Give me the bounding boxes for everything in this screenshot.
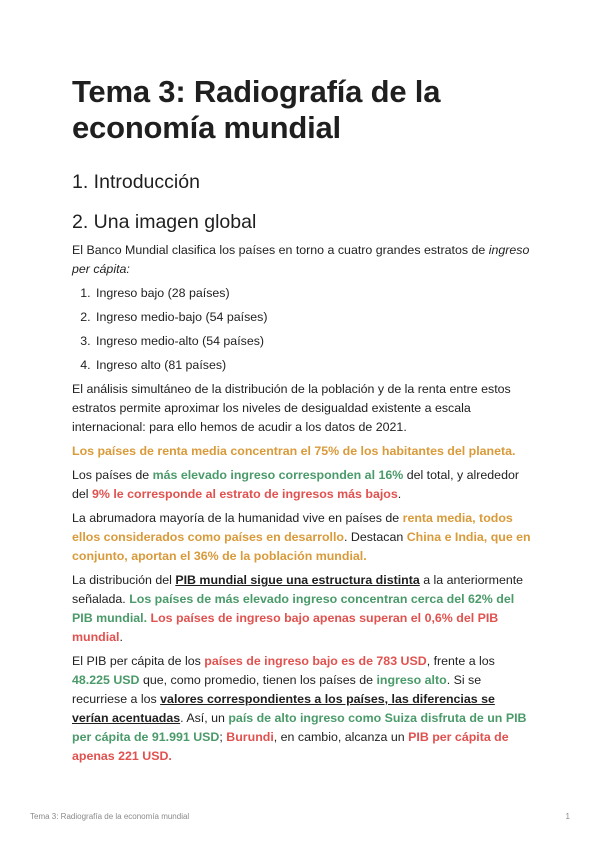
paragraph-clasificacion: [72, 241, 534, 279]
text-span: . Si se recurriese a los: [72, 673, 482, 706]
highlight-orange: Los países de renta media concentran el 75% de los habitantes del planeta.: [72, 444, 516, 458]
list-item: 1. Ingreso bajo (28 países): [94, 284, 534, 303]
highlight-red: Burundi: [226, 730, 274, 744]
highlight-green: país de alto ingreso como Suiza disfruta de un PIB per cápita de 91.991 USD: [72, 711, 527, 744]
text-span: Los países de: [72, 468, 153, 482]
highlight-green: 48.225 USD: [72, 673, 140, 687]
text-span: ;: [219, 730, 227, 744]
list-item: 2. Ingreso medio-bajo (54 países): [94, 308, 534, 327]
income-strata-list: [72, 284, 534, 375]
text-span: . Así, un: [180, 711, 229, 725]
highlight-red: Los países de ingreso bajo apenas superan el 0,6% del PIB mundial: [72, 611, 499, 644]
paragraph-analisis: El análisis simultáneo de la distribución de la población y de la renta entre estos estratos permite aproximar los niveles de desigualdad existente a escala internacional: para ello hemos de acudir a los datos de 2021.: [72, 382, 511, 434]
highlight-orange: renta media, todos ellos considerados como países en desarrollo: [72, 511, 513, 544]
paragraph-mayoria: [72, 509, 534, 566]
document-title: Tema 3: Radiografía de la economía mundial: [72, 74, 441, 145]
list-item: 4. Ingreso alto (81 países): [94, 356, 534, 375]
section-heading-imagen-global: 2. Una imagen global: [72, 211, 257, 233]
text-span: , frente a los: [426, 654, 495, 668]
highlight-orange: China e India, que en conjunto, aportan el 36% de la población mundial.: [72, 530, 531, 563]
text-span: .: [119, 630, 123, 644]
document-page: [72, 74, 534, 771]
page-footer: [30, 812, 570, 821]
paragraph-pib-per-capita: [72, 652, 534, 766]
highlight-red: países de ingreso bajo es de 783 USD: [204, 654, 427, 668]
paragraph-elevado-ingreso: [72, 466, 534, 504]
highlight-green: más elevado ingreso corresponden al 16%: [152, 468, 404, 482]
highlight-green: Los países de más elevado ingreso concentran cerca del 62% del PIB mundial.: [72, 592, 515, 625]
text-span: La abrumadora mayoría de la humanidad vive en países de: [72, 511, 403, 525]
highlight-red: PIB per cápita de apenas 221 USD.: [72, 730, 509, 763]
text-span: del total, y alrededor del: [72, 468, 519, 501]
highlight-red: 9% le corresponde al estrato de ingresos más bajos: [91, 487, 398, 501]
paragraph-renta-media: [72, 442, 534, 461]
underlined-bold-text: PIB mundial sigue una estructura distinta: [175, 573, 420, 587]
text-span: que, como promedio, tienen los países de: [139, 673, 377, 687]
text-span: . Destacan: [344, 530, 407, 544]
paragraph-pib-mundial: [72, 571, 534, 647]
list-item: 3. Ingreso medio-alto (54 países): [94, 332, 534, 351]
section-heading-introduccion: 1. Introducción: [72, 171, 200, 193]
highlight-green: ingreso alto: [376, 673, 447, 687]
underlined-bold-text: valores correspondientes a los países, las diferencias se verían acentuadas: [72, 692, 495, 725]
text-span: El Banco Mundial clasifica los países en torno a cuatro grandes estratos de: [72, 243, 489, 257]
text-span: La distribución del: [72, 573, 176, 587]
text-span: a la anteriormente señalada.: [72, 573, 524, 606]
emphasis-ingreso: ingreso per cápita:: [72, 243, 530, 276]
page-number: 1: [565, 812, 570, 821]
footer-title: Tema 3: Radiografía de la economía mundial: [30, 812, 190, 821]
text-span: El PIB per cápita de los: [72, 654, 205, 668]
text-span: , en cambio, alcanza un: [273, 730, 409, 744]
text-span: .: [397, 487, 402, 501]
